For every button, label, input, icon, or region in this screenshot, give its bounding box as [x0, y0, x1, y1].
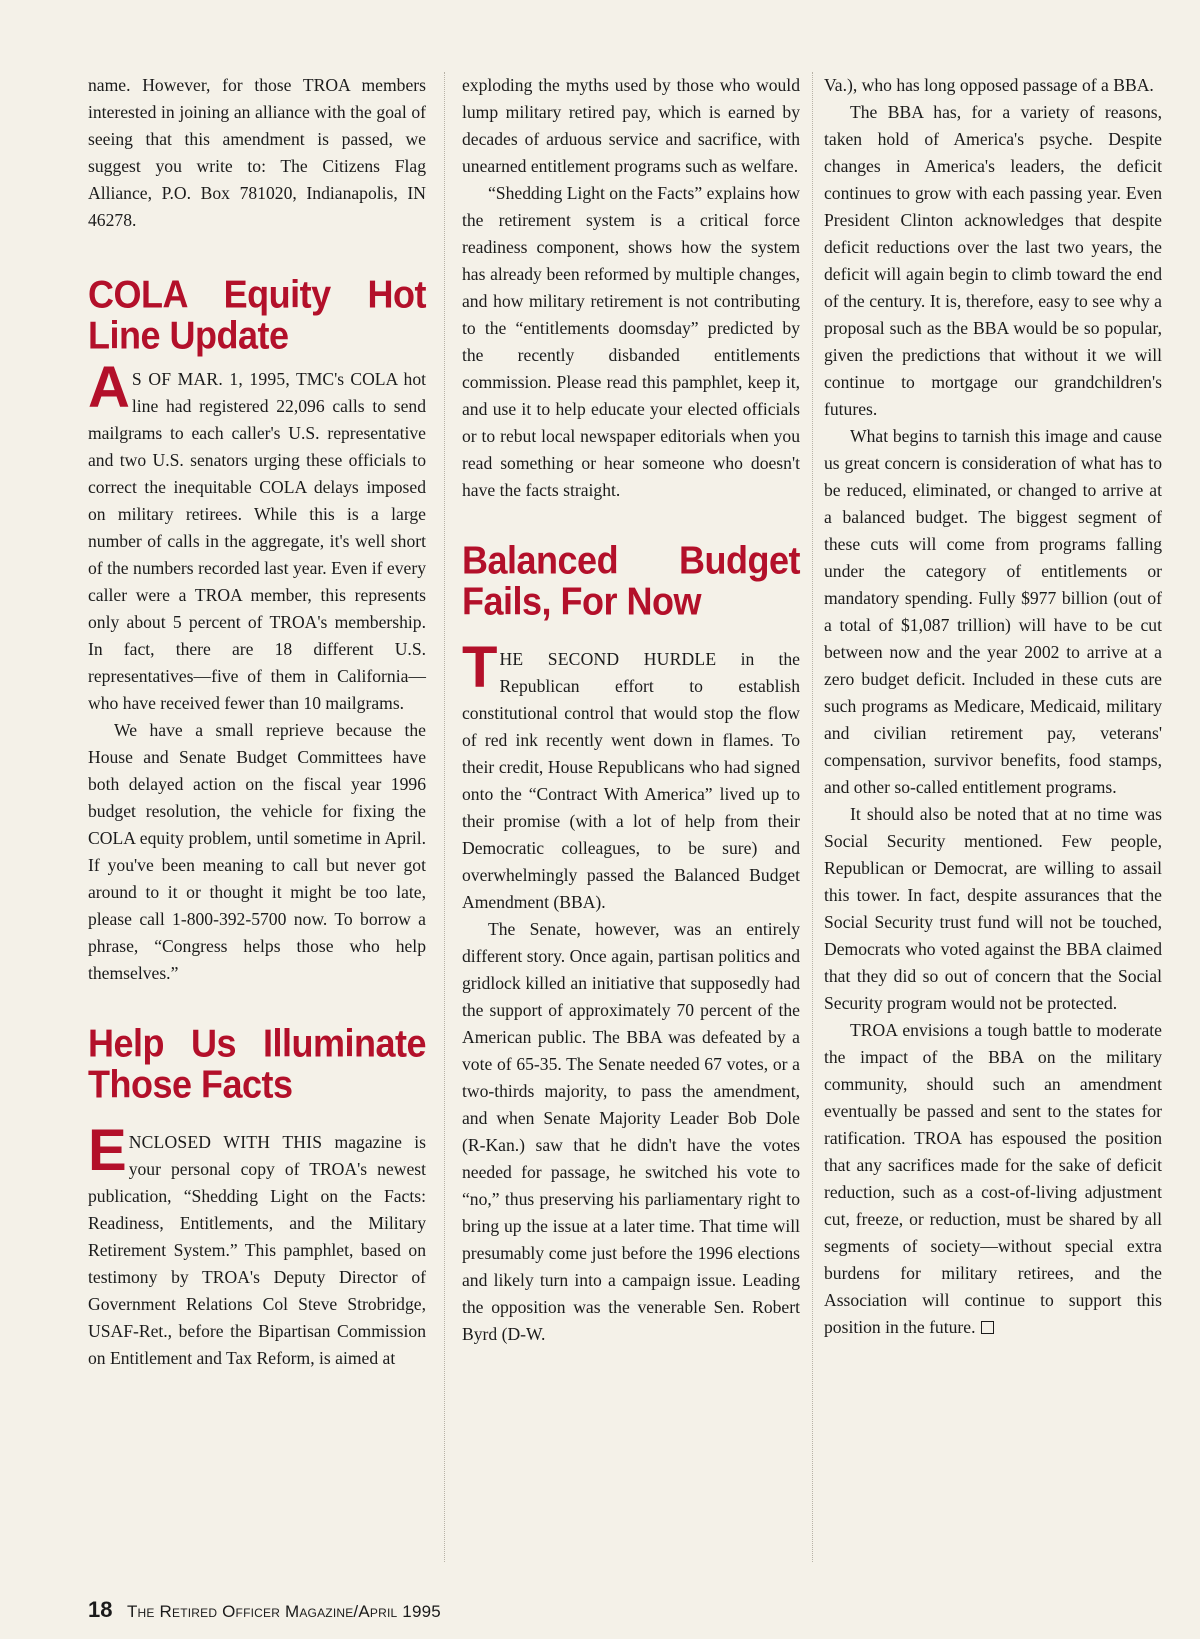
- help-paragraph-1: [88, 1118, 426, 1372]
- bba-paragraph-5: It should also be noted that at no time was Social Security mentioned. Few people, Republican or Democrat, are willing to assail this tower. In fact, despite assurances that the Social Security trust fund will not be touched, Democrats who voted against the BBA claimed that they did so out of concern that the Social Security program would not be protected.: [824, 804, 1162, 1013]
- lead-in: S OF MAR. 1, 1995,: [131, 369, 291, 389]
- bba-paragraph-3: The BBA has, for a variety of reasons, taken hold of America's psyche. Despite changes in America's leaders, the deficit continues to grow with each passing year. Even President Clinton acknowledges that despite deficit reductions over the last two years, the deficit will again begin to climb toward the end of the century. It is, therefore, easy to see why a proposal such as the BBA would be so popular, given the predictions that without it we will continue to mortgage our grandchildren's futures.: [824, 102, 1162, 419]
- intro-paragraph: name. However, for those TROA members interested in joining an alliance with the goal of seeing that this amendment is passed, we suggest you write to: The Citizens Flag Alliance, P.O. Box 781020, Indianapolis, IN 46278.: [88, 75, 426, 230]
- cola-paragraph-2: We have a small reprieve because the House and Senate Budget Committees have both delayed action on the fiscal year 1996 budget resolution, the vehicle for fixing the COLA equity problem, until sometime in April. If you've been meaning to call but never got around to it or thought it might be too late, please call 1-800-392-5700 now. To borrow a phrase, “Congress helps those who help themselves.”: [88, 720, 426, 983]
- column-3: [824, 72, 1162, 1341]
- column-divider: [812, 72, 813, 1562]
- page-footer: [88, 1597, 441, 1623]
- lead-in: NCLOSED WITH THIS: [128, 1132, 323, 1152]
- drop-cap: T: [462, 635, 498, 700]
- cola-heading: COLA Equity Hot Line Update: [88, 271, 426, 358]
- paragraph-text: in the Republican effort to establish constitutional control that would stop the flow of red ink recently went down in flames. To their credit, House Republicans who had signed onto the “Contract With America” lived up to their promise (with a lot of help from their Democratic colleagues, to be sure) and overwhelmingly passed the Balanced Budget Amendment (BBA).: [462, 649, 800, 912]
- help-paragraph-2: “Shedding Light on the Facts” explains how the retirement system is a critical force readiness component, shows how the system has already been reformed by multiple changes, and how military retirement is not contributing to the “entitlements doomsday” predicted by the recently disbanded entitlements commission. Please read this pamphlet, keep it, and use it to help educate your elected officials or to rebut local newspaper editorials when you read something or hear someone who doesn't have the facts straight.: [462, 183, 800, 500]
- help-heading: Help Us Illuminate Those Facts: [88, 1020, 426, 1107]
- bba-paragraph-4: What begins to tarnish this image and cause us great concern is consideration of what has to be reduced, eliminated, or changed to arrive at a balanced budget. The biggest segment of these cuts will come from programs falling under the category of entitlements or mandatory spending. Fully $977 billion (out of a total of $1,087 trillion) will have to be cut between now and the year 2002 to arrive at a zero budget deficit. Included in these cuts are such programs as Medicare, Medicaid, military and civilian retirement pay, veterans' compensation, survivor benefits, food stamps, and other so-called entitlement programs.: [824, 426, 1162, 797]
- publication-title: The Retired Officer Magazine/April 1995: [126, 1602, 441, 1621]
- bba-paragraph-2-continued: Va.), who has long opposed passage of a BBA.: [824, 75, 1154, 95]
- column-divider: [444, 72, 445, 1562]
- column-2: [462, 72, 800, 1348]
- paragraph-text: TMC's COLA hot line had registered 22,096 calls to send mailgrams to each caller's U.S. representative and two U.S. senators urging these officials to correct the inequitable COLA delays imposed on military retirees. While this is a large number of calls in the aggregate, it's well short of the numbers recorded last year. Even if every caller were a TROA member, this represents only about 5 percent of TROA's membership. In fact, there are 18 different U.S. representatives—five of them in California—who have received fewer than 10 mailgrams.: [88, 369, 427, 713]
- bba-paragraph-1: [462, 635, 800, 916]
- page-number: 18: [88, 1597, 113, 1622]
- drop-cap: A: [88, 355, 130, 420]
- bba-heading: Balanced Budget Fails, For Now: [462, 537, 800, 624]
- drop-cap: E: [88, 1118, 127, 1183]
- lead-in: HE SECOND HURDLE: [499, 649, 717, 669]
- bba-paragraph-6: [824, 1017, 1162, 1341]
- paragraph-text: TROA envisions a tough battle to moderate the impact of the BBA on the military community, should such an amendment eventually be passed and sent to the states for ratification. TROA has espoused the position that any sacrifices made for the sake of deficit reduction, such as a cost-of-living adjustment cut, freeze, or reduction, must be shared by all segments of society—without special extra burdens for military retirees, and the Association will continue to support this position in the future.: [824, 1020, 1162, 1337]
- end-mark-icon: [981, 1321, 994, 1334]
- paragraph-text: magazine is your personal copy of TROA's newest publication, “Shedding Light on the Facts: Readiness, Entitlements, and the Military Retirement System.” This pamphlet, based on testimony by TROA's Deputy Director of Government Relations Col Steve Strobridge, USAF-Ret., before the Bipartisan Commission on Entitlement and Tax Reform, is aimed at: [88, 1132, 426, 1368]
- help-paragraph-1-continued: exploding the myths used by those who would lump military retired pay, which is earned by decades of arduous service and sacrifice, with unearned entitlement programs such as welfare.: [462, 75, 800, 176]
- cola-paragraph-1: [88, 355, 427, 717]
- bba-paragraph-2: The Senate, however, was an entirely different story. Once again, partisan politics and gridlock killed an initiative that supposedly had the support of approximately 70 percent of the American public. The BBA was defeated by a vote of 65-35. The Senate needed 67 votes, or a two-thirds majority, to pass the amendment, and when Senate Majority Leader Bob Dole (R-Kan.) saw that he didn't have the votes needed for passage, he switched his vote to “no,” thus preserving his parliamentary right to bring up the issue at a later time. That time will presumably come just before the 1996 elections and likely turn into a campaign issue. Leading the opposition was the venerable Sen. Robert Byrd (D-W.: [462, 919, 800, 1344]
- column-1: [88, 72, 426, 1372]
